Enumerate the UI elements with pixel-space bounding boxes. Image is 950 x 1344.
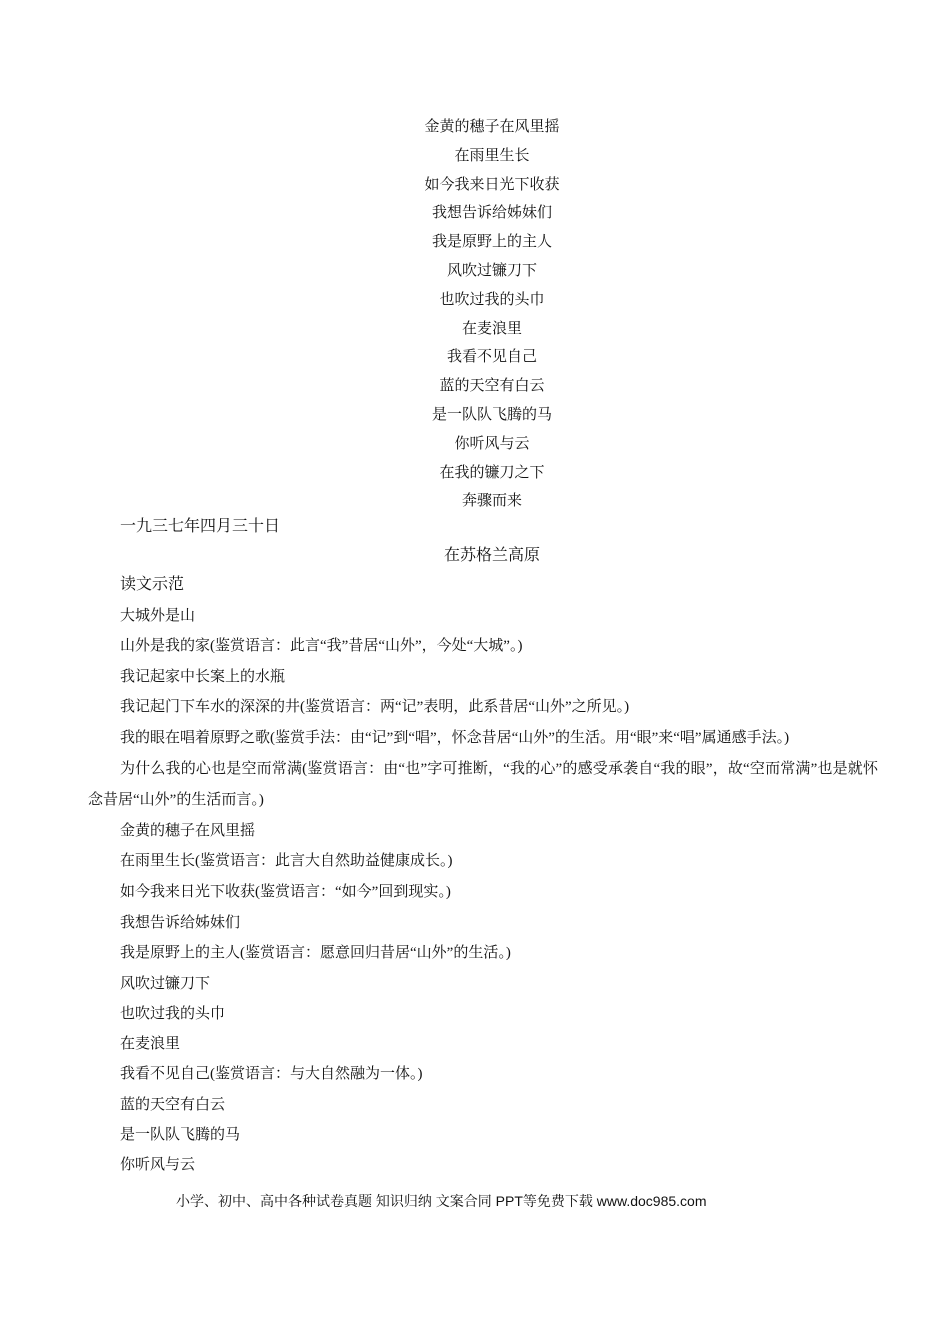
annotated-line xyxy=(88,1058,878,1089)
line-text: 我记起家中长案上的水瓶 xyxy=(120,667,286,685)
annotated-line xyxy=(88,815,878,845)
poem-line: 在雨里生长 xyxy=(454,145,530,164)
line-text: 我想告诉给姊妹们 xyxy=(120,913,241,931)
poem-line: 也吹过我的头巾 xyxy=(439,289,545,308)
poem-line: 我是原野上的主人 xyxy=(431,232,552,251)
poem-line: 风吹过镰刀下 xyxy=(446,260,537,279)
poem-line: 我想告诉给姊妹们 xyxy=(431,203,552,222)
line-text: 为什么我的心也是空而常满 xyxy=(120,759,303,777)
appreciation-note: (鉴赏语言：此言大自然助益健康成长。) xyxy=(195,853,453,869)
line-text: 我的眼在唱着原野之歌 xyxy=(120,728,271,746)
annotated-line xyxy=(88,600,878,630)
annotated-line xyxy=(88,691,878,722)
line-text: 是一队队飞腾的马 xyxy=(120,1125,241,1143)
line-text: 我是原野上的主人 xyxy=(120,943,241,961)
annotated-line xyxy=(88,1119,878,1149)
poem-line: 如今我来日光下收获 xyxy=(424,174,560,193)
line-text: 在麦浪里 xyxy=(120,1034,181,1052)
poem-line: 是一队队飞腾的马 xyxy=(431,404,552,423)
annotated-line xyxy=(88,753,878,815)
line-text: 蓝的天空有白云 xyxy=(120,1095,226,1113)
annotated-line xyxy=(88,722,878,753)
annotated-line xyxy=(88,630,878,661)
line-text: 在雨里生长 xyxy=(120,851,196,869)
line-text: 我记起门下车水的深深的井 xyxy=(120,697,301,715)
annotated-line xyxy=(88,907,878,937)
poem-place: 在苏格兰高原 xyxy=(443,547,540,564)
annotated-line xyxy=(88,968,878,998)
poem-line: 你听风与云 xyxy=(454,433,530,452)
poem-stanza xyxy=(0,112,950,515)
appreciation-note: (鉴赏手法：由“记”到“唱”，怀念昔居“山外”的生活。用“眼”来“唱”属通感手法。) xyxy=(270,730,790,746)
line-text: 如今我来日光下收获 xyxy=(120,882,256,900)
annotated-line xyxy=(88,1028,878,1058)
poem-date: 一九三七年四月三十日 xyxy=(120,518,281,535)
line-text: 风吹过镰刀下 xyxy=(120,974,211,992)
annotated-line xyxy=(88,661,878,691)
poem-line: 在我的镰刀之下 xyxy=(439,462,545,481)
poem-line: 奔骤而来 xyxy=(461,491,522,510)
poem-line: 我看不见自己 xyxy=(446,347,537,366)
poem-line: 在麦浪里 xyxy=(461,318,522,337)
annotated-reading xyxy=(88,600,878,1179)
line-text: 大城外是山 xyxy=(120,606,196,624)
line-text: 也吹过我的头巾 xyxy=(120,1004,226,1022)
footer-download-link[interactable]: 小学、初中、高中各种试卷真题 知识归纳 文案合同 PPT等免费下载 www.doc985.com xyxy=(176,1193,707,1209)
annotated-line xyxy=(88,937,878,968)
poem-line: 蓝的天空有白云 xyxy=(439,376,545,395)
annotated-line xyxy=(88,845,878,876)
appreciation-note: (鉴赏语言：由“也”字可推断，“我的心”的感受承袭自“我的眼”，故“空而常满”也是就怀念昔居“山外”的生活而言。) xyxy=(88,761,878,808)
line-text: 金黄的穗子在风里摇 xyxy=(120,821,256,839)
line-text: 我看不见自己 xyxy=(120,1064,211,1082)
line-text: 山外是我的家 xyxy=(120,636,211,654)
poem-line: 金黄的穗子在风里摇 xyxy=(424,117,560,135)
line-text: 你听风与云 xyxy=(120,1155,196,1173)
annotated-line xyxy=(88,998,878,1028)
annotated-line xyxy=(88,1149,878,1179)
appreciation-note: (鉴赏语言：两“记”表明，此系昔居“山外”之所见。) xyxy=(300,699,630,715)
appreciation-note: (鉴赏语言：此言“我”昔居“山外”，今处“大城”。) xyxy=(210,638,523,654)
appreciation-note: (鉴赏语言：愿意回归昔居“山外”的生活。) xyxy=(240,945,511,961)
section-title: 读文示范 xyxy=(120,576,185,593)
annotated-line xyxy=(88,876,878,907)
appreciation-note: (鉴赏语言：与大自然融为一体。) xyxy=(210,1066,423,1082)
annotated-line xyxy=(88,1089,878,1119)
appreciation-note: (鉴赏语言：“如今”回到现实。) xyxy=(255,884,451,900)
